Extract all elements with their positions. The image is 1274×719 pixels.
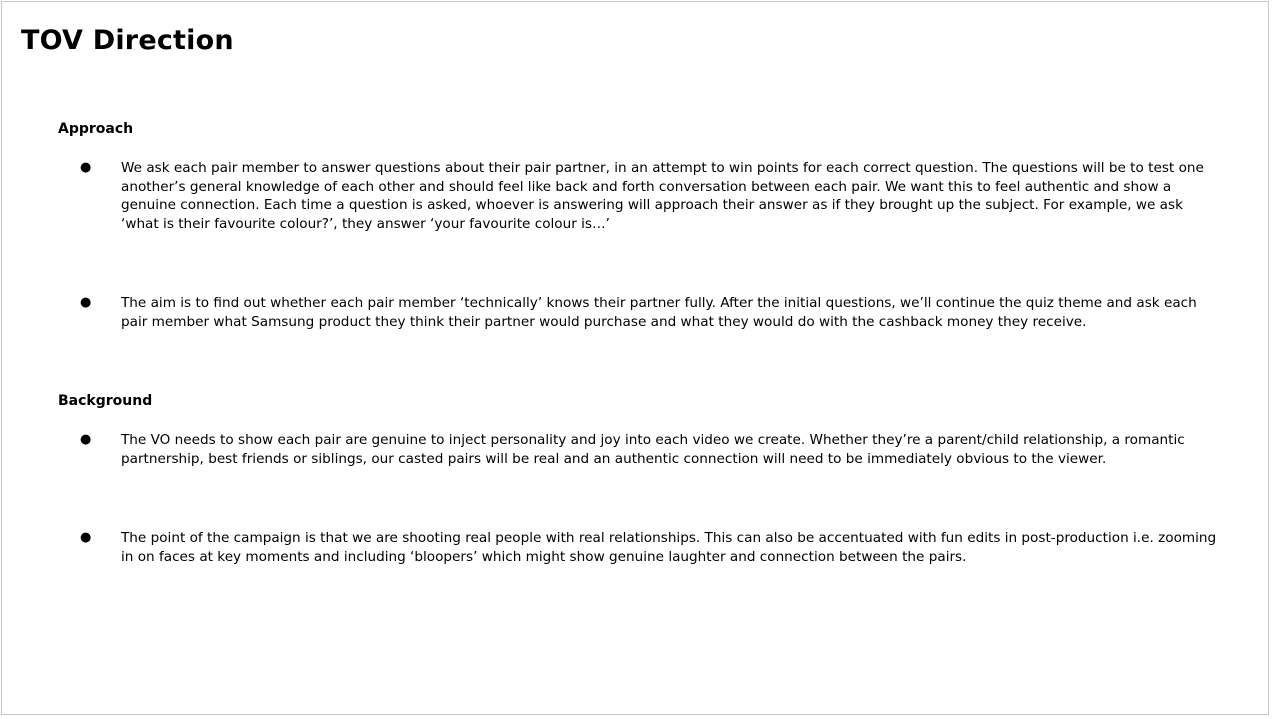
bullet-dot-icon: ● bbox=[80, 432, 92, 447]
slide bbox=[1, 1, 1269, 715]
slide-title: TOV Direction bbox=[21, 25, 234, 56]
bullet-dot-icon: ● bbox=[80, 530, 92, 545]
section-heading-background: Background bbox=[58, 393, 153, 409]
approach-bullet-2-text: The aim is to find out whether each pair member ‘technically’ knows their partner fully. After the initial questions, we’ll continue the quiz theme and ask each pair member what Samsung product they think their partner would purchase and what they would do with the cashback money they receive. bbox=[121, 295, 1197, 330]
approach-bullet-1-text: We ask each pair member to answer questions about their pair partner, in an attempt to win points for each correct question. The questions will be to test one another’s general knowledge of each other and should feel like back and forth conversation between each pair. We want this to feel authentic and show a genuine connection. Each time a question is asked, whoever is answering will approach their answer as if they brought up the subject. For example, we ask ‘what is their favourite colour?’, they answer ‘your favourite colour is…’ bbox=[121, 160, 1204, 232]
background-bullet-1-text: The VO needs to show each pair are genuine to inject personality and joy into each video we create. Whether they’re a parent/child relationship, a romantic partnership, best friends or siblings, our casted pairs will be real and an authentic connection will need to be immediately obvious to the viewer. bbox=[121, 432, 1185, 467]
bullet-dot-icon: ● bbox=[80, 295, 92, 310]
section-heading-approach: Approach bbox=[58, 121, 134, 137]
background-bullet-1 bbox=[58, 431, 1218, 468]
approach-bullet-1 bbox=[58, 159, 1218, 233]
bullet-dot-icon: ● bbox=[80, 160, 92, 175]
approach-bullet-2 bbox=[58, 294, 1218, 331]
background-bullet-2-text: The point of the campaign is that we are shooting real people with real relationships. This can also be accentuated with fun edits in post-production i.e. zooming in on faces at key moments and including ‘bloopers’ which might show genuine laughter and connection between the pairs. bbox=[121, 530, 1217, 565]
background-bullet-2 bbox=[58, 529, 1218, 566]
